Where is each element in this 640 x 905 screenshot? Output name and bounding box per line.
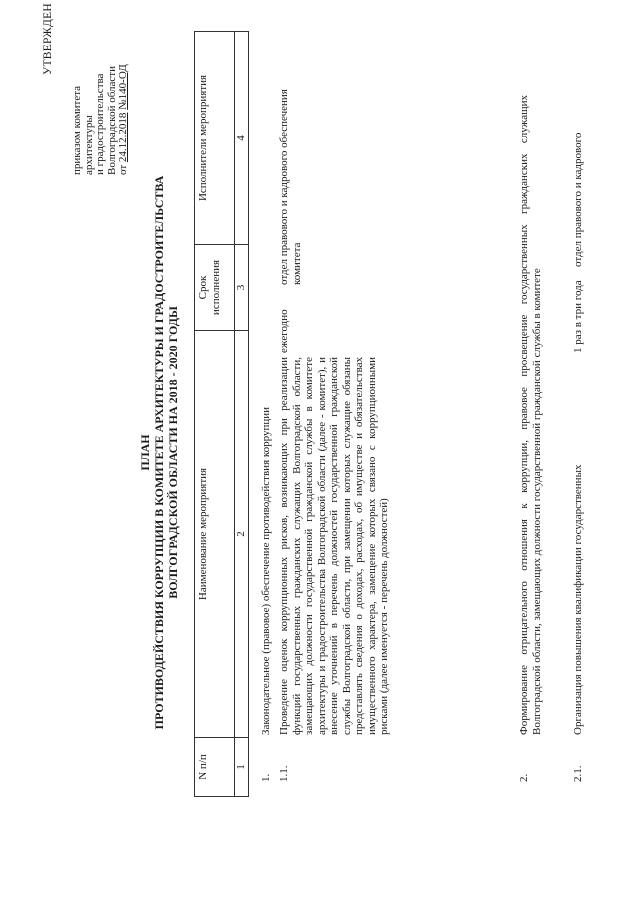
header-name: Наименование мероприятия	[195, 331, 235, 738]
section-number: 1.	[260, 773, 272, 782]
row-term: 1 раз в три года	[572, 280, 584, 353]
approval-number: №140-ОД	[117, 64, 129, 110]
plan-subtitle: ПРОТИВОДЕЙСТВИЯ КОРРУПЦИИ В КОМИТЕТЕ АРХИТЕКТУРЫ И ГРАДОСТРОИТЕЛЬСТВА	[152, 175, 166, 730]
header-exec: Исполнители мероприятия	[195, 32, 235, 245]
row-executor: отдел правового и кадрового	[572, 132, 584, 267]
approval-date-line	[118, 25, 130, 175]
plan-subtitle: ВОЛГОГРАДСКОЙ ОБЛАСТИ НА 2018 - 2020 ГОДЫ	[166, 306, 180, 599]
approval-title: УТВЕРЖДЕН	[42, 2, 54, 75]
row-number: 2.1.	[572, 765, 584, 782]
section-title: Формирование отрицательного отношения к коррупции, правовое просвещение государственных гражданских служащих Волгоградской области, замещающих должности государственной гражданской службы в комитете	[518, 95, 543, 735]
col-number: 3	[235, 245, 249, 331]
date-prefix: от	[117, 162, 129, 175]
header-num: N п/п	[195, 738, 235, 797]
approval-line: и градостроительства	[94, 73, 106, 175]
approval-date: 24.12.2018	[117, 112, 129, 163]
row-executor: отдел правового и кадрового обеспечения комитета	[278, 89, 303, 285]
plan-table-header	[194, 31, 249, 797]
col-number: 1	[235, 738, 249, 797]
col-number: 2	[235, 331, 249, 738]
section-title: Законодательное (правовое) обеспечение противодействия коррупции	[260, 406, 272, 735]
plan-title: ПЛАН	[138, 434, 152, 471]
header-term: Срок исполнения	[195, 245, 235, 331]
approval-block	[72, 25, 130, 175]
col-number: 4	[235, 32, 249, 245]
section-number: 2.	[518, 773, 530, 782]
approval-line: Волгоградской области	[105, 66, 118, 175]
row-text: Проведение оценок коррупционных рисков, возникающих при реализации функций государственных гражданских служащих Волгоградской области, замещающих должности государственной гражданской службы в комитете архитектуры и градостроительства Волгоградской области (далее - комитет), и внесение уточнений в перечень должностей государственной гражданской службы Волгоградской области, при замещении которых служащие обязаны представлять сведения о доходах, расходах, об имуществе и обязательствах имущественного характера, замещение которых связано с коррупционными рисками (далее именуется - перечень должностей)	[278, 357, 390, 735]
approval-line: приказом комитета архитектуры	[71, 85, 95, 175]
row-number: 1.1.	[278, 765, 290, 782]
row-text: Организация повышения квалификации государственных	[572, 464, 584, 735]
row-term: ежегодно	[278, 309, 290, 353]
